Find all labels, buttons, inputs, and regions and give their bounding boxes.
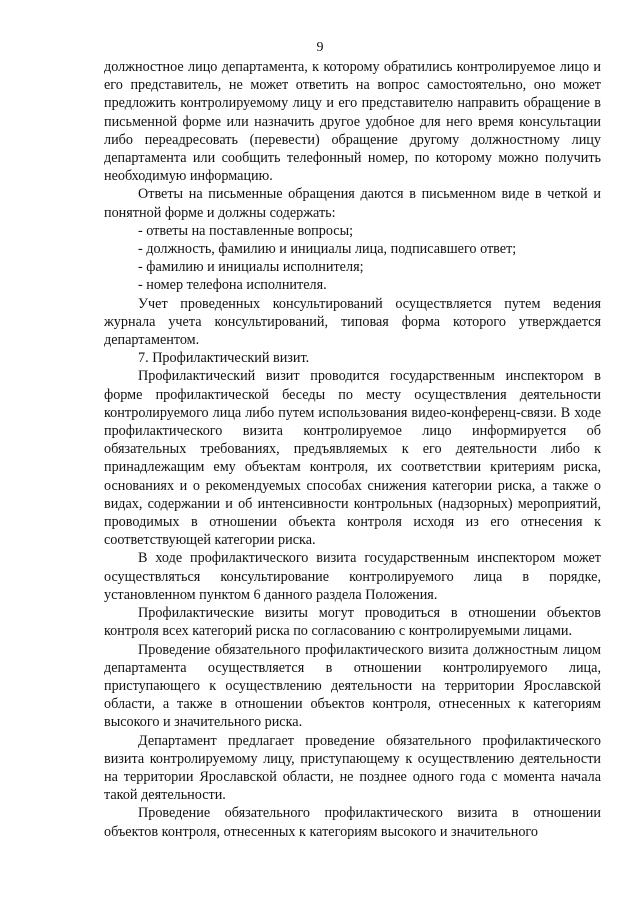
list-item-executor: - фамилию и инициалы исполнителя;	[138, 259, 364, 276]
list-item-signatory: - должность, фамилию и инициалы лица, подписавшего ответ;	[138, 241, 517, 258]
paragraph-mandatory-visit: Проведение обязательного профилактического визита должностным лицом департамента осуществляется в отношении контролируемого лица, приступающего к осуществлению деятельности на территории Ярославской области, а также в отношении объектов контроля, отнесенных к категориям высокого и значительного риска.	[104, 641, 601, 731]
paragraph-consultation-continued: должностное лицо департамента, к которому обратились контролируемое лицо и его представитель, не может ответить на вопрос самостоятельно, оно может предложить контролируемому лицу и его представителю направить обращение в письменной форме или назначить другое удобное для него время консультации либо переадресовать (перевести) обращение другому должностному лицу департамента или сообщить телефонный номер, по которому можно получить необходимую информацию.	[104, 59, 601, 185]
paragraph-visit-agreement: Профилактические визиты могут проводиться в отношении объектов контроля всех категорий риска по согласованию с контролируемыми лицами.	[104, 605, 601, 640]
paragraph-high-risk-visit: Проведение обязательного профилактического визита в отношении объектов контроля, отнесенных к категориям высокого и значительного	[104, 805, 601, 840]
list-item-phone: - номер телефона исполнителя.	[138, 277, 327, 294]
paragraph-visit-description: Профилактический визит проводится государственным инспектором в форме профилактической беседы по месту осуществления деятельности контролируемого лица либо путем использования видео-конференц-связи. В ходе профилактического визита контролируемое лицо информируется об обязательных требованиях, предъявляемых к его деятельности либо к принадлежащим ему объектам контроля, их соответствии критериям риска, основаниях и о рекомендуемых способах снижения категории риска, а также о видах, содержании и об интенсивности контрольных (надзорных) мероприятий, проводимых в отношении объекта контроля исходя из его отнесения к соответствующей категории риска.	[104, 368, 601, 549]
list-item-answers: - ответы на поставленные вопросы;	[138, 222, 354, 239]
paragraph-visit-consultation: В ходе профилактического визита государственным инспектором может осуществляться консультирование контролируемого лица в порядке, установленном пунктом 6 данного раздела Положения.	[104, 550, 601, 603]
page-number: 9	[316, 40, 324, 55]
paragraph-department-offer: Департамент предлагает проведение обязательного профилактического визита контролируемому лицу, приступающему к осуществлению деятельности на территории Ярославской области, не позднее одного года с момента начала такой деятельности.	[104, 732, 601, 804]
paragraph-consultation-log: Учет проведенных консультирований осуществляется путем ведения журнала учета консультирований, типовая форма которого утверждается департаментом.	[104, 295, 601, 349]
section-heading-preventive-visit: 7. Профилактический визит.	[138, 350, 310, 367]
paragraph-written-answers: Ответы на письменные обращения даются в письменном виде в четкой и понятной форме и должны содержать:	[104, 186, 601, 221]
document-body	[104, 58, 601, 841]
